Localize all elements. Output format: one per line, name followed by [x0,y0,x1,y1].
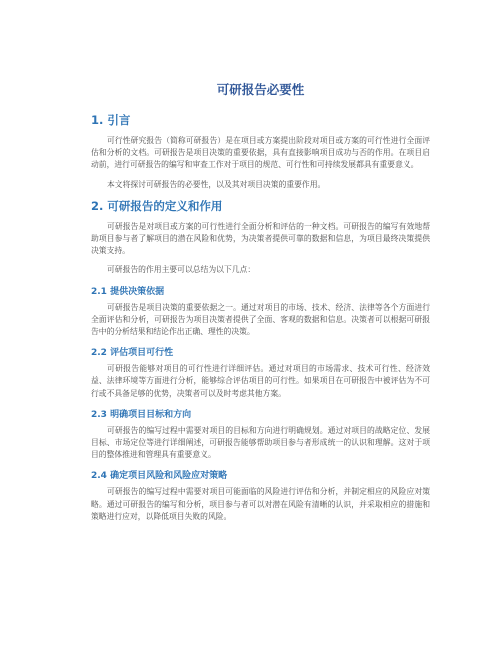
subsection-heading-2-3: 2.3 明确项目目标和方向 [91,409,192,420]
intro-paragraph-1: 可行性研究报告（简称可研报告）是在项目或方案提出阶段对项目或方案的可行性进行全面评估和分析的文档。可研报告是项目决策的重要依据，具有直接影响项目成功与否的作用。在项目启动前，进行可研报告的编写和审查工作对于项目的规范、可行性和可持续发展都具有重要意义。 [91,136,430,170]
subsection-heading-2-2: 2.2 评估项目可行性 [91,348,174,359]
section-heading-intro: 1. 引言 [91,113,131,127]
subsection-paragraph-2-3: 可研报告的编写过程中需要对项目的目标和方向进行明确规划。通过对项目的战略定位、发展目标、市场定位等进行详细阐述，可研报告能够帮助项目参与者形成统一的认识和理解。这对于项目的整体推进和管理具有重要意义。 [91,425,430,460]
subsection-heading-2-4: 2.4 确定项目风险和风险应对策略 [91,471,228,482]
subsection-paragraph-2-1: 可研报告是项目决策的重要依据之一。通过对项目的市场、技术、经济、法律等各个方面进行全面评估和分析，可研报告为项目决策者提供了全面、客观的数据和信息。决策者可以根据可研报告中的分析结果和结论作出正确、理性的决策。 [91,302,430,337]
section-heading-definition: 2. 可研报告的定义和作用 [91,198,223,213]
definition-paragraph-1: 可研报告是对项目或方案的可行性进行全面分析和评估的一种文档。可研报告的编写有效地帮助项目参与者了解项目的潜在风险和优势，为决策者提供可靠的数据和信息，为项目最终决策提供决策支持。 [91,221,430,256]
subsection-paragraph-2-4: 可研报告的编写过程中需要对项目可能面临的风险进行评估和分析，并制定相应的风险应对策略。通过可研报告的编写和分析，项目参与者可以对潜在风险有清晰的认识，并采取相应的措施和策略进行应对，以降低项目失败的风险。 [91,487,430,521]
definition-paragraph-2: 可研报告的作用主要可以总结为以下几点： [107,265,256,275]
subsection-paragraph-2-2: 可研报告能够对项目的可行性进行详细评估。通过对项目的市场需求、技术可行性、经济效益、法律环境等方面进行分析，能够综合评估项目的可行性。如果项目在可研报告中被评估为不可行或不具备足够的优势，决策者可以及时考虑其他方案。 [91,364,430,398]
intro-paragraph-2: 本文将探讨可研报告的必要性，以及其对项目决策的重要作用。 [107,179,326,189]
document-title: 可研报告必要性 [216,82,305,97]
subsection-heading-2-1: 2.1 提供决策依据 [91,286,165,297]
